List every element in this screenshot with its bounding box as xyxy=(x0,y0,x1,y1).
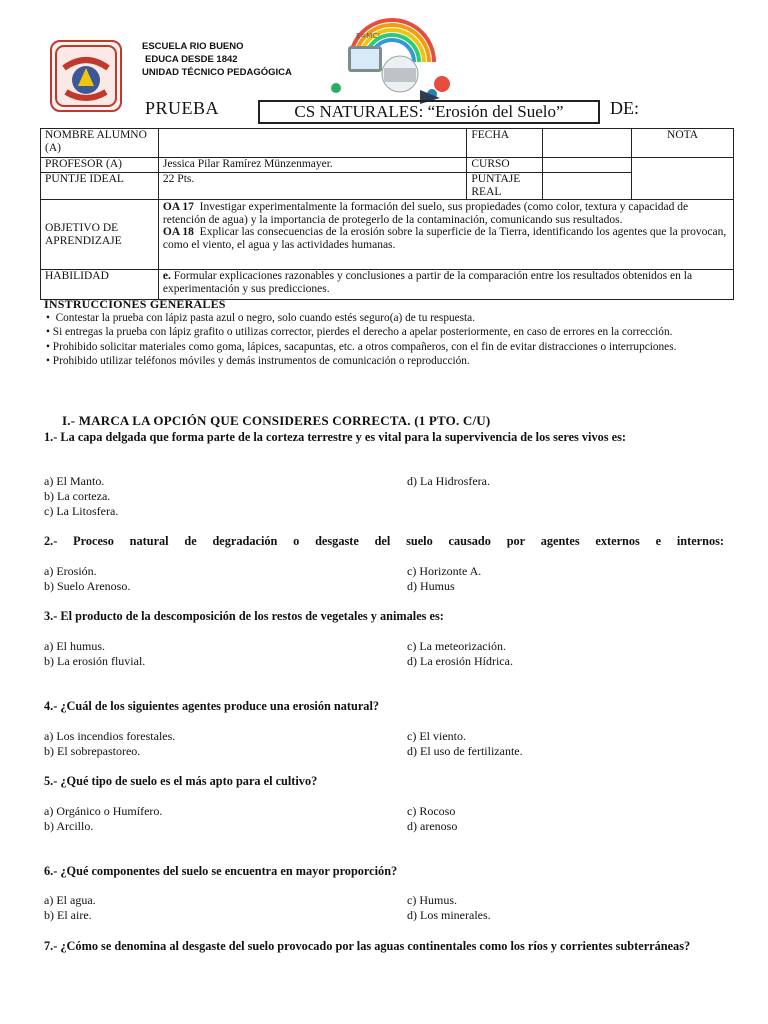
question-7: 7.- ¿Cómo se denomina al desgaste del suelo provocado por las aguas continentales como los ríos y corrientes subterráneas? xyxy=(44,939,691,953)
subject-title: CS NATURALES: “Erosión del Suelo” xyxy=(258,100,600,124)
nota-field[interactable] xyxy=(632,158,734,200)
oa18-paragraph xyxy=(163,226,729,251)
oa17-text: Investigar experimentalmente la formación del suelo, sus propiedades (como color, textura y capacidad de retención de agua) y la importancia de protegerlo de la contaminación, comunicando sus resultados. xyxy=(162,201,689,226)
option-b[interactable]: b) La corteza. xyxy=(44,489,111,503)
option-b[interactable]: b) El sobrepastoreo. xyxy=(44,744,141,758)
option-d[interactable]: d) Los minerales. xyxy=(407,908,491,922)
school-since: EDUCA DESDE 1842 xyxy=(145,54,238,65)
page-header xyxy=(0,0,768,130)
school-crest-icon xyxy=(52,42,120,110)
question-6: 6.- ¿Qué componentes del suelo se encuentra en mayor proporción? xyxy=(44,864,398,878)
school-unit: UNIDAD TÉCNICO PEDAGÓGICA xyxy=(142,67,292,78)
option-d[interactable]: d) La Hidrosfera. xyxy=(407,474,490,488)
table-row xyxy=(41,200,734,270)
list-item: • Contestar la prueba con lápiz pasta azul o negro, solo cuando estés seguro(a) de tu respuesta. xyxy=(46,312,476,325)
option-d[interactable]: d) La erosión Hídrica. xyxy=(407,654,513,668)
name-label: NOMBRE ALUMNO (A) xyxy=(41,129,159,158)
table-row xyxy=(41,173,734,200)
oa17-code: OA 17 xyxy=(162,201,194,213)
instruction-text: Prohibido utilizar teléfonos móviles y demás instrumentos de comunicación o reproducción. xyxy=(52,354,470,367)
option-a[interactable]: a) El agua. xyxy=(44,893,96,907)
curso-label: CURSO xyxy=(467,158,543,173)
question-5: 5.- ¿Qué tipo de suelo es el más apto para el cultivo? xyxy=(44,774,318,788)
name-field[interactable] xyxy=(158,129,466,158)
instructions xyxy=(44,297,744,368)
svg-text:E=MC²: E=MC² xyxy=(356,32,381,40)
school-name: ESCUELA RIO BUENO xyxy=(142,41,244,52)
fecha-label: FECHA xyxy=(467,129,543,158)
school-info xyxy=(142,40,292,79)
table-row xyxy=(41,158,734,173)
option-a[interactable]: a) Erosión. xyxy=(44,564,97,578)
instruction-text: Si entregas la prueba con lápiz grafito o utilizas corrector, pierdes el derecho a apelar posteriormente, en caso de errores en la corrección. xyxy=(52,326,673,339)
fecha-field[interactable] xyxy=(543,129,632,158)
instruction-text: Contestar la prueba con lápiz pasta azul o negro, solo cuando estés seguro(a) de tu respuesta. xyxy=(55,312,476,325)
option-a[interactable]: a) Orgánico o Humífero. xyxy=(44,804,163,818)
option-a[interactable]: a) Los incendios forestales. xyxy=(44,729,176,743)
oa18-code: OA 18 xyxy=(162,226,194,238)
curso-field[interactable] xyxy=(543,158,632,173)
option-d[interactable]: d) Humus xyxy=(407,579,455,593)
habilidad-label: HABILIDAD xyxy=(41,270,159,300)
puntaje-ideal-label: PUNTJE IDEAL xyxy=(41,173,159,200)
option-a[interactable]: a) El Manto. xyxy=(44,474,105,488)
question-4: 4.- ¿Cuál de los siguientes agentes produce una erosión natural? xyxy=(44,699,380,713)
question-3: 3.- El producto de la descomposición de los restos de vegetales y animales es: xyxy=(44,609,444,623)
habilidad-content xyxy=(158,270,733,300)
puntaje-real-field[interactable] xyxy=(543,173,632,200)
oa18-text: Explicar las consecuencias de la erosión sobre la superficie de la Tierra, identificando los agentes que la provocan, como el viento, el agua y las actividades humanas. xyxy=(162,226,727,251)
option-c[interactable]: c) Horizonte A. xyxy=(407,564,482,578)
question-1: 1.- La capa delgada que forma parte de la corteza terrestre y es vital para la supervivencia de los seres vivos es: xyxy=(44,430,626,444)
habilidad-text: Formular explicaciones razonables y conclusiones a partir de la comparación entre los resultados obtenidos en la experimentación y sus predicciones. xyxy=(162,270,693,295)
option-d[interactable]: d) El uso de fertilizante. xyxy=(407,744,523,758)
puntaje-ideal-value: 22 Pts. xyxy=(158,173,466,200)
option-c[interactable]: c) El viento. xyxy=(407,729,466,743)
puntaje-real-label: PUNTAJE REAL xyxy=(467,173,543,200)
option-b[interactable]: b) El aire. xyxy=(44,908,92,922)
option-b[interactable]: b) Suelo Arenoso. xyxy=(44,579,131,593)
option-d[interactable]: d) arenoso xyxy=(407,819,458,833)
list-item: • Prohibido solicitar materiales como goma, lápices, sacapuntas, etc. a otros compañeros, con el fin de evitar distracciones o interrupciones. xyxy=(46,340,677,353)
test-title-word: PRUEBA xyxy=(145,98,220,118)
objetivo-label: OBJETIVO DE APRENDIZAJE xyxy=(41,200,159,270)
student-info-table xyxy=(40,128,734,300)
table-row xyxy=(41,270,734,300)
instructions-title: INSTRUCCIONES GENERALES xyxy=(44,297,226,311)
option-c[interactable]: c) Humus. xyxy=(407,893,457,907)
instruction-text: Prohibido solicitar materiales como goma, lápices, sacapuntas, etc. a otros compañeros, con el fin de evitar distracciones o interrupciones. xyxy=(52,340,677,353)
oa17-paragraph xyxy=(163,201,729,226)
option-b[interactable]: b) La erosión fluvial. xyxy=(44,654,146,668)
de-label: DE: xyxy=(610,98,639,118)
school-logo xyxy=(50,40,122,112)
profesor-label: PROFESOR (A) xyxy=(41,158,159,173)
option-c[interactable]: c) La meteorización. xyxy=(407,639,506,653)
table-row xyxy=(41,129,734,158)
section-title: I.- MARCA LA OPCIÓN QUE CONSIDERES CORRECTA. (1 PTO. C/U) xyxy=(62,413,491,428)
objetivo-content xyxy=(158,200,733,270)
option-c[interactable]: c) La Litosfera. xyxy=(44,504,119,518)
habilidad-code: e. xyxy=(162,270,171,282)
question-2: 2.- Proceso natural de degradación o desgaste del suelo causado por agentes externos e internos: xyxy=(44,534,724,548)
option-a[interactable]: a) El humus. xyxy=(44,639,105,653)
list-item: • Si entregas la prueba con lápiz grafito o utilizas corrector, pierdes el derecho a apelar posteriormente, en caso de errores en la corrección. xyxy=(46,326,673,339)
science-collage-image xyxy=(328,18,458,106)
option-b[interactable]: b) Arcillo. xyxy=(44,819,94,833)
option-c[interactable]: c) Rocoso xyxy=(407,804,456,818)
profesor-value: Jessica Pilar Ramírez Münzenmayer. xyxy=(158,158,466,173)
nota-label: NOTA xyxy=(632,129,734,158)
list-item: • Prohibido utilizar teléfonos móviles y demás instrumentos de comunicación o reproducción. xyxy=(46,354,470,367)
